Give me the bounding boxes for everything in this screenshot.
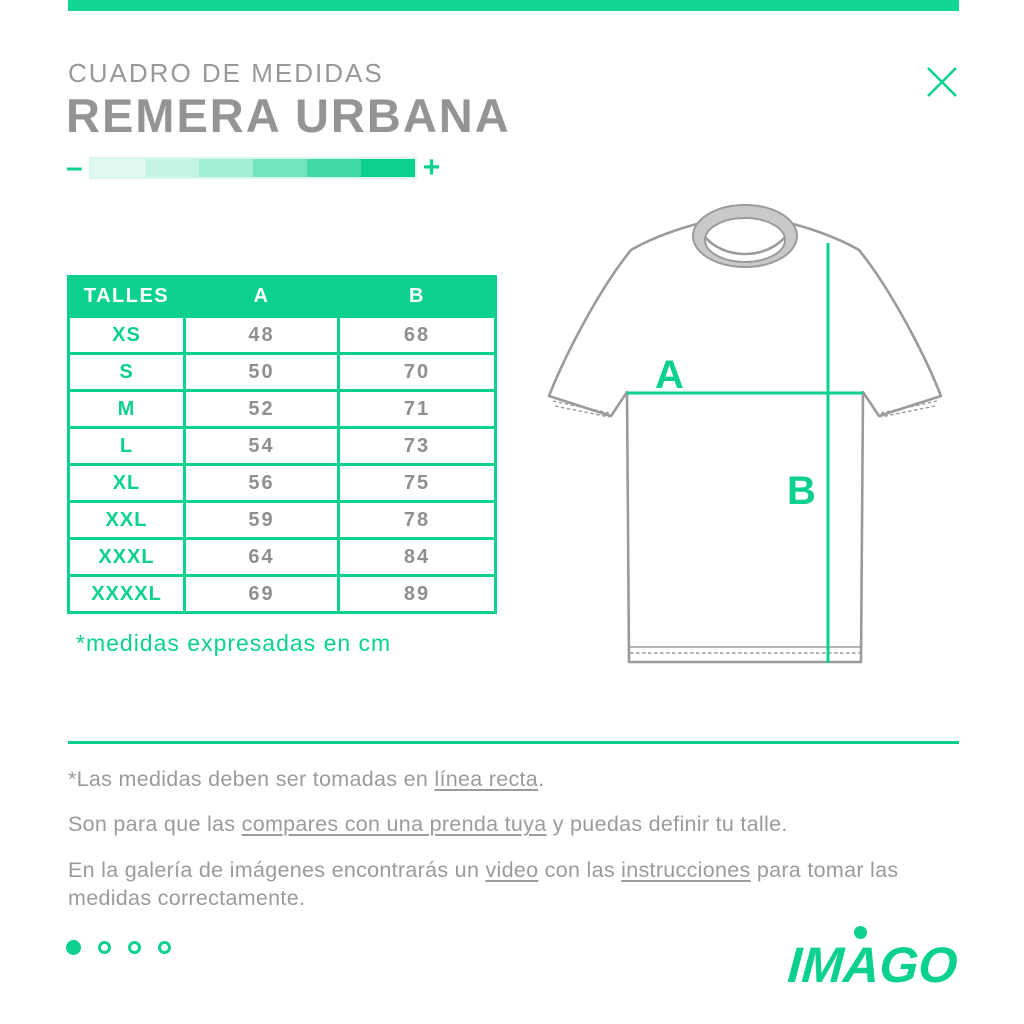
tshirt-outline bbox=[549, 224, 941, 662]
footnote-plain-text: con las bbox=[538, 857, 622, 882]
scale-segment bbox=[307, 159, 361, 177]
table-cell: 68 bbox=[339, 317, 496, 354]
units-note: *medidas expresadas en cm bbox=[76, 630, 392, 656]
table-cell: XS bbox=[69, 317, 185, 354]
pagination-dots bbox=[66, 940, 171, 955]
table-cell: 89 bbox=[339, 576, 496, 613]
footnote-link-text[interactable]: instrucciones bbox=[621, 857, 751, 882]
table-cell: M bbox=[69, 391, 185, 428]
table-cell: XXL bbox=[69, 502, 185, 539]
tshirt-diagram bbox=[535, 200, 1005, 680]
footnote-divider bbox=[68, 741, 959, 744]
table-cell: 69 bbox=[185, 576, 339, 613]
scale-segment bbox=[91, 159, 145, 177]
table-cell: 71 bbox=[339, 391, 496, 428]
table-cell: 52 bbox=[185, 391, 339, 428]
table-row bbox=[69, 354, 496, 391]
table-cell: 70 bbox=[339, 354, 496, 391]
page-title: REMERA URBANA bbox=[66, 89, 511, 142]
scale-gradient bbox=[91, 159, 415, 177]
table-cell: 56 bbox=[185, 465, 339, 502]
table-cell: 78 bbox=[339, 502, 496, 539]
table-row bbox=[69, 502, 496, 539]
size-table bbox=[67, 275, 497, 614]
footnote-text bbox=[68, 856, 948, 913]
size-table-body bbox=[69, 317, 496, 613]
footnote-plain-text: . bbox=[538, 767, 545, 791]
scale-segment bbox=[361, 159, 415, 177]
top-accent-bar bbox=[68, 0, 959, 11]
page-subtitle: CUADRO DE MEDIDAS bbox=[68, 58, 384, 88]
table-cell: 54 bbox=[185, 428, 339, 465]
footnote-plain-text: Son para que las bbox=[68, 812, 242, 837]
footnote-plain-text: En la galería de imágenes encontrarás un bbox=[68, 857, 486, 882]
table-cell: 59 bbox=[185, 502, 339, 539]
pagination-dot[interactable] bbox=[128, 941, 141, 954]
footnote-text bbox=[68, 810, 948, 838]
table-cell: 50 bbox=[185, 354, 339, 391]
pagination-dot-active[interactable] bbox=[66, 940, 81, 955]
footnotes bbox=[68, 765, 968, 930]
table-header-cell: B bbox=[339, 277, 496, 317]
scale-segment bbox=[253, 159, 307, 177]
table-header-cell: A bbox=[185, 277, 339, 317]
close-icon[interactable] bbox=[922, 62, 962, 102]
brand-logo bbox=[788, 924, 988, 994]
measure-label-b: B bbox=[787, 469, 816, 513]
table-header-cell: TALLES bbox=[69, 277, 185, 317]
scale-segment bbox=[145, 159, 199, 177]
table-cell: 84 bbox=[339, 539, 496, 576]
logo-text: IMAGO bbox=[786, 937, 960, 993]
footnote-link-text[interactable]: línea recta bbox=[434, 767, 539, 791]
footnote-plain-text: *Las medidas deben ser tomadas en bbox=[68, 767, 435, 791]
pagination-dot[interactable] bbox=[98, 941, 111, 954]
table-cell: XXXXL bbox=[69, 576, 185, 613]
table-row bbox=[69, 428, 496, 465]
footnote-link-text[interactable]: compares con una prenda tuya bbox=[241, 812, 547, 837]
footnote-plain-text: y puedas definir tu talle. bbox=[546, 812, 788, 837]
size-scale-bar bbox=[66, 153, 440, 183]
table-cell: XL bbox=[69, 465, 185, 502]
size-table-header-row bbox=[69, 277, 496, 317]
table-cell: 75 bbox=[339, 465, 496, 502]
scale-plus-label: + bbox=[422, 151, 441, 184]
table-cell: 64 bbox=[185, 539, 339, 576]
footnote-link-text[interactable]: video bbox=[485, 857, 539, 882]
table-cell: XXXL bbox=[69, 539, 185, 576]
table-row bbox=[69, 576, 496, 613]
table-row bbox=[69, 391, 496, 428]
table-cell: S bbox=[69, 354, 185, 391]
pagination-dot[interactable] bbox=[158, 941, 171, 954]
scale-minus-label: – bbox=[66, 151, 83, 184]
table-cell: L bbox=[69, 428, 185, 465]
table-cell: 48 bbox=[185, 317, 339, 354]
footnote-text bbox=[68, 765, 948, 793]
table-row bbox=[69, 317, 496, 354]
table-row bbox=[69, 465, 496, 502]
table-cell: 73 bbox=[339, 428, 496, 465]
table-row bbox=[69, 539, 496, 576]
footnote-plain-text: para tomar las medidas correctamente. bbox=[68, 857, 899, 911]
scale-segment bbox=[199, 159, 253, 177]
measure-label-a: A bbox=[655, 353, 684, 397]
